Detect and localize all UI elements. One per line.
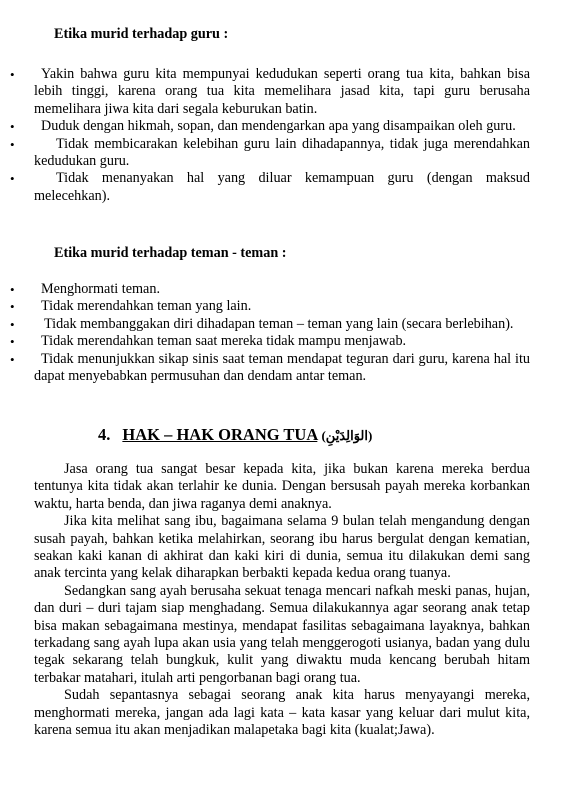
paragraph: Sedangkan sang ayah berusaha sekuat tenaga mencari nafkah meski panas, hujan, dan duri – duri tajam siap menghadang. Semua dilakukannya agar seorang anak tetap bisa makan sebagaimana mestinya, mendapat fasilitas sebagaimana layaknya, bahkan terkadang sang ayah lupa akan usia yang telah menggerogoti usianya, badan yang dulu tegak sekarang telah bungkuk, kulit yang diwaktu muda kencang berubah hitam terbakar matahari, itulah arti pengorbanan bagi orang tua. <box>34 582 530 686</box>
bullet-icon: • <box>10 334 15 350</box>
bullet-icon: • <box>10 351 15 367</box>
bullet-icon: • <box>10 136 15 152</box>
heading-etika-guru: Etika murid terhadap guru : <box>54 26 229 42</box>
paragraph: Jika kita melihat sang ibu, bagaimana selama 9 bulan telah mengandung dengan susah payah, bahkan ketika melahirkan, seorang ibu harus bergulat dengan kematian, seakan kaki kanan di akhirat dan kaki kiri di dunia, semua itu dilakukan demi sang anak tercinta yang kelak diharapkan berbakti kepada kedua orang tuanya. <box>34 513 530 582</box>
list-item-text: Duduk dengan hikmah, sopan, dan mendengarkan apa yang disampaikan oleh guru. <box>41 118 516 135</box>
section-title <box>98 425 372 446</box>
list-item <box>0 281 530 298</box>
list-item-text: Tidak merendahkan teman saat mereka tidak mampu menjawab. <box>41 333 407 350</box>
list-item-text: Yakin bahwa guru kita mempunyai kedudukan seperti orang tua kita, bahkan bisa lebih tinggi, karena orang tua kita memelihara jasad kita, tapi guru berusaha memelihara jiwa kita dari segala keburukan batin. <box>34 66 530 117</box>
bullet-icon: • <box>10 119 15 135</box>
body-text <box>34 461 530 740</box>
list-item <box>0 136 530 171</box>
list-item-text: Tidak menunjukkan sikap sinis saat teman mendapat teguran dari guru, karena hal itu dapat menyebabkan permusuhan dan dendam antar teman. <box>34 350 530 385</box>
bullet-icon: • <box>10 67 15 82</box>
bullet-icon: • <box>10 282 15 297</box>
section-title-text: HAK – HAK ORANG TUA <box>122 425 318 444</box>
paragraph: Sudah sepantasnya sebagai seorang anak kita harus menyayangi mereka, menghormati mereka, jangan ada lagi kata – kata kasar yang keluar dari mulut kita, karena semua itu akan menjadikan malapetaka bagi kita (kualat;Jawa). <box>34 687 530 739</box>
list-item-text: Tidak menanyakan hal yang diluar kemampuan guru (dengan maksud melecehkan). <box>34 170 530 204</box>
list-item <box>0 66 530 118</box>
list-item-text: Tidak membicarakan kelebihan guru lain dihadapannya, tidak juga merendahkan kedudukan guru. <box>34 135 530 170</box>
list-item <box>0 333 530 350</box>
bullet-icon: • <box>10 316 15 332</box>
list-item <box>0 351 530 386</box>
list-item <box>0 170 530 205</box>
list-item-text: Tidak merendahkan teman yang lain. <box>41 298 252 315</box>
section-arabic-term: (الوَالِدَيْنِ) <box>321 428 373 443</box>
bullet-icon: • <box>10 299 15 315</box>
list-item <box>0 118 530 135</box>
list-item <box>0 316 530 333</box>
list-etika-teman <box>0 281 564 385</box>
list-item-text: Menghormati teman. <box>41 281 160 297</box>
section-number: 4. <box>98 425 111 444</box>
list-etika-guru <box>0 66 564 205</box>
list-item <box>0 298 530 315</box>
paragraph: Jasa orang tua sangat besar kepada kita, jika bukan karena mereka berdua tentunya kita tidak akan terlahir ke dunia. Dengan bersusah payah mereka korbankan waktu, harta benda, dan jiwa raganya demi anaknya. <box>34 461 530 512</box>
bullet-icon: • <box>10 171 15 187</box>
heading-etika-teman: Etika murid terhadap teman - teman : <box>54 245 287 261</box>
list-item-text: Tidak membanggakan diri dihadapan teman – teman yang lain (secara berlebihan). <box>44 315 514 332</box>
